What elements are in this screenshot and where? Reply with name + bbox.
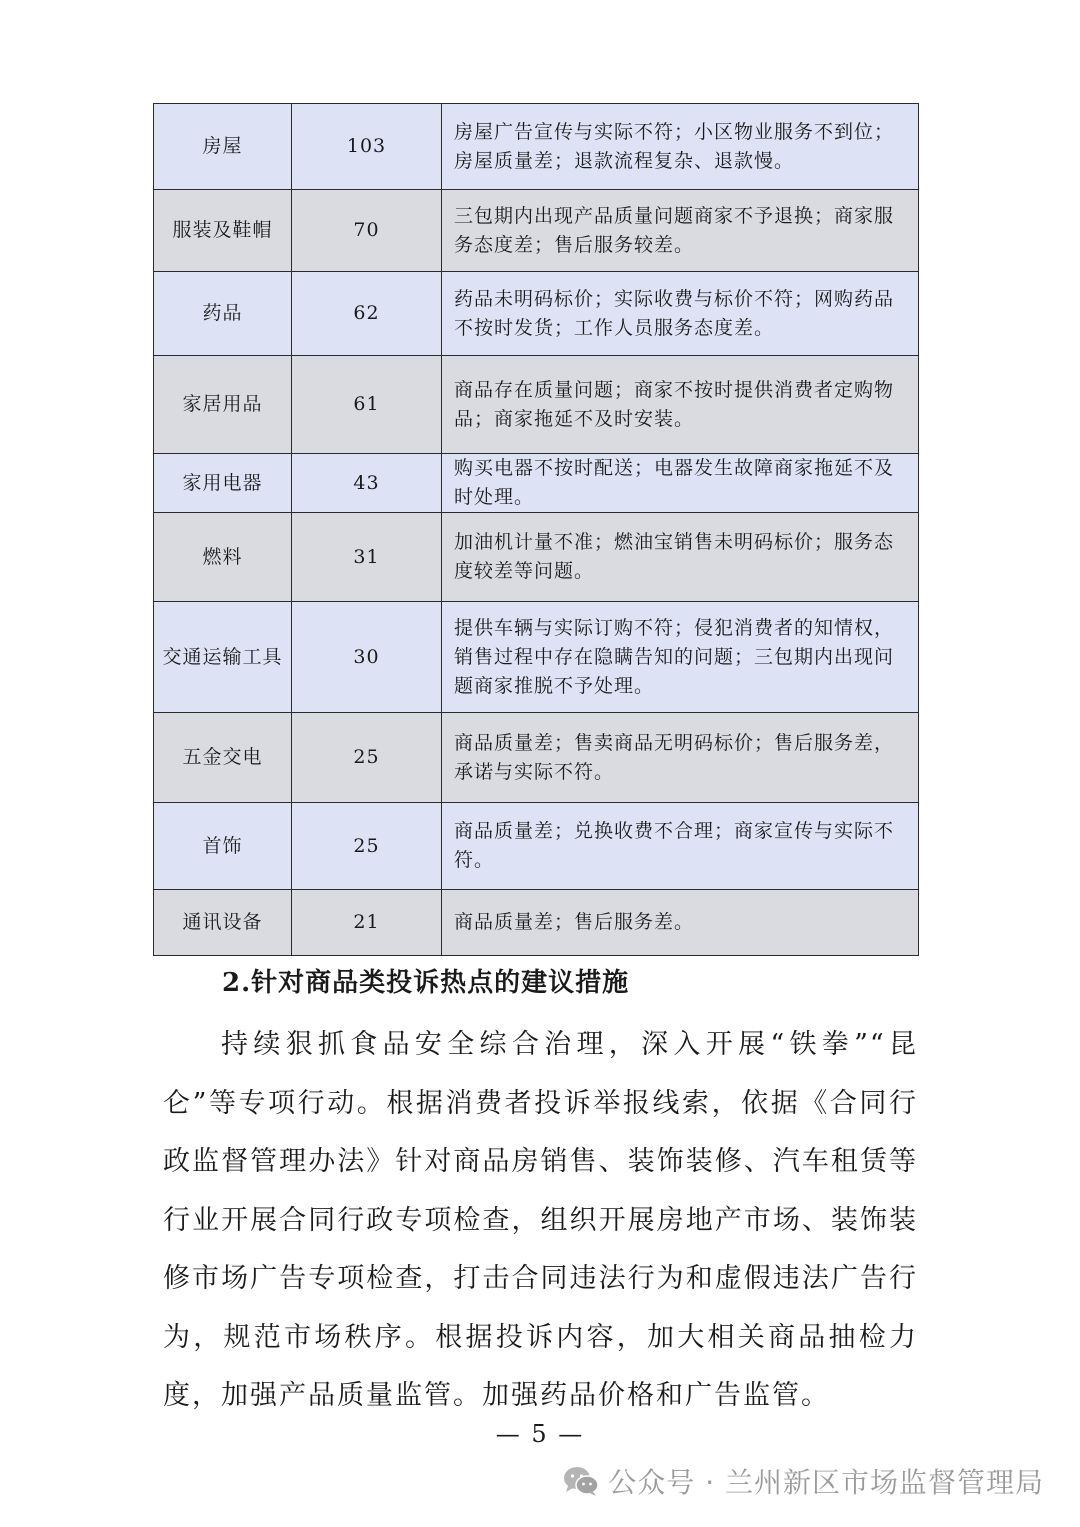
category-cell: 家居用品 (154, 356, 292, 454)
count-cell: 25 (292, 803, 442, 890)
category-cell: 通讯设备 (154, 890, 292, 956)
body-paragraph: 持续狠抓食品安全综合治理，深入开展“铁拳”“昆仑”等专项行动。根据消费者投诉举报线索，依据《合同行政监督管理办法》针对商品房销售、装饰装修、汽车租赁等行业开展合同行政专项检查，组织开展房地产市场、装饰装修市场广告专项检查，打击合同违法行为和虚假违法广告行为，规范市场秩序。根据投诉内容，加大相关商品抽检力度，加强产品质量监管。加强药品价格和广告监管。 (163, 1029, 918, 1411)
complaint-table (153, 103, 919, 956)
category-cell: 首饰 (154, 803, 292, 890)
issues-cell: 商品存在质量问题；商家不按时提供消费者定购物品；商家拖延不及时安装。 (442, 356, 919, 454)
category-cell: 房屋 (154, 104, 292, 190)
category-cell: 药品 (154, 272, 292, 356)
category-cell: 家用电器 (154, 454, 292, 513)
count-cell: 70 (292, 190, 442, 272)
count-cell: 43 (292, 454, 442, 513)
table-row (154, 890, 919, 956)
page-number: — 5 — (495, 1420, 585, 1448)
table-row (154, 454, 919, 513)
table-row (154, 713, 919, 803)
category-cell: 燃料 (154, 513, 292, 602)
count-cell: 31 (292, 513, 442, 602)
table-row (154, 513, 919, 602)
issues-cell: 商品质量差；兑换收费不合理；商家宣传与实际不符。 (442, 803, 919, 890)
issues-cell: 加油机计量不准；燃油宝销售未明码标价；服务态度较差等问题。 (442, 513, 919, 602)
section-heading: 2.针对商品类投诉热点的建议措施 (222, 968, 630, 998)
table-row (154, 356, 919, 454)
issues-cell: 商品质量差；售卖商品无明码标价；售后服务差，承诺与实际不符。 (442, 713, 919, 803)
table-row (154, 803, 919, 890)
count-cell: 62 (292, 272, 442, 356)
issues-cell: 商品质量差；售后服务差。 (442, 890, 919, 956)
wechat-icon (562, 1465, 600, 1497)
table-row (154, 272, 919, 356)
category-cell: 五金交电 (154, 713, 292, 803)
table-row (154, 104, 919, 190)
count-cell: 103 (292, 104, 442, 190)
issues-cell: 三包期内出现产品质量问题商家不予退换；商家服务态度差；售后服务较差。 (442, 190, 919, 272)
table-row (154, 190, 919, 272)
watermark-text: 公众号 · 兰州新区市场监督管理局 (608, 1466, 1044, 1499)
count-cell: 21 (292, 890, 442, 956)
count-cell: 25 (292, 713, 442, 803)
table-row (154, 602, 919, 713)
issues-cell: 药品未明码标价；实际收费与标价不符；网购药品不按时发货；工作人员服务态度差。 (442, 272, 919, 356)
count-cell: 30 (292, 602, 442, 713)
complaint-table-body (154, 104, 919, 956)
count-cell: 61 (292, 356, 442, 454)
issues-cell: 房屋广告宣传与实际不符；小区物业服务不到位；房屋质量差；退款流程复杂、退款慢。 (442, 104, 919, 190)
category-cell: 服装及鞋帽 (154, 190, 292, 272)
issues-cell: 购买电器不按时配送；电器发生故障商家拖延不及时处理。 (442, 454, 919, 513)
watermark (562, 1461, 1044, 1501)
issues-cell: 提供车辆与实际订购不符；侵犯消费者的知情权，销售过程中存在隐瞒告知的问题；三包期内出现问题商家推脱不予处理。 (442, 602, 919, 713)
category-cell: 交通运输工具 (154, 602, 292, 713)
